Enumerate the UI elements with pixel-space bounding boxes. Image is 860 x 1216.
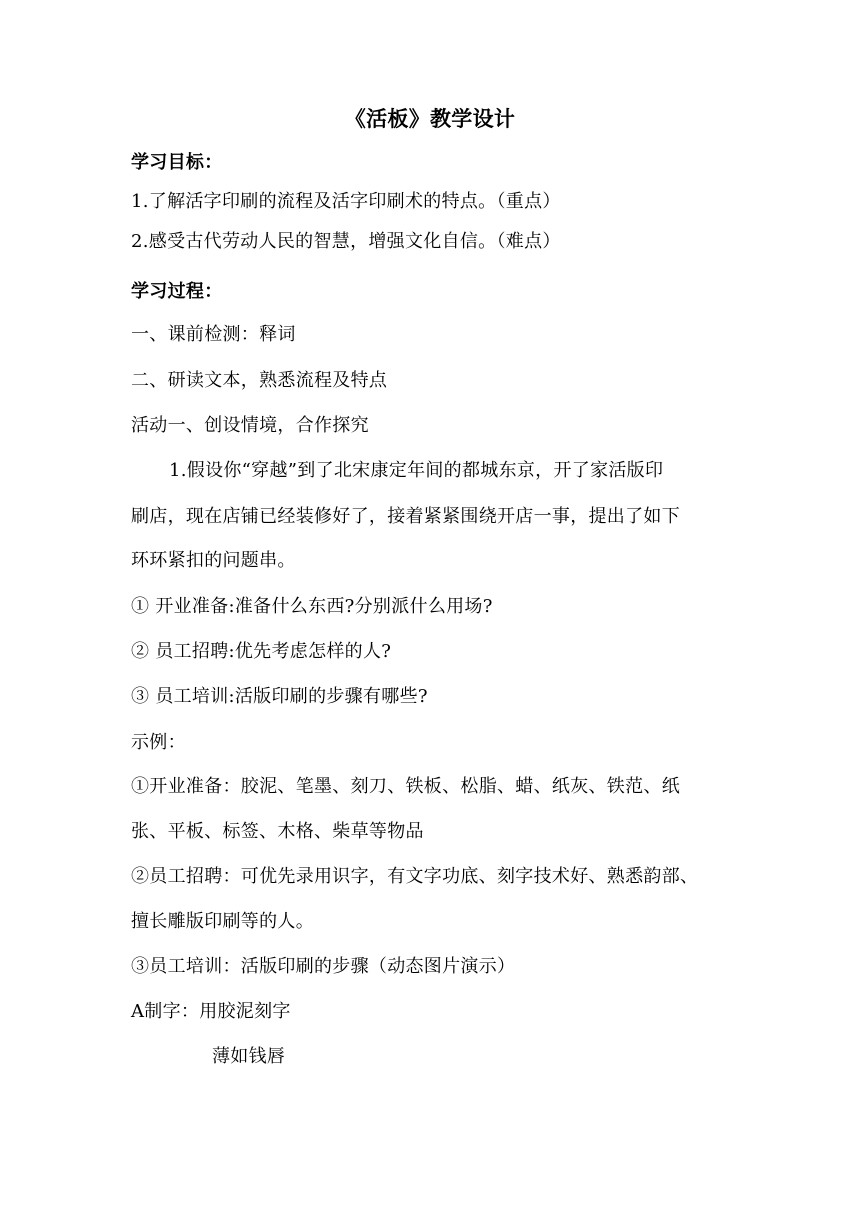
example-label: 示例： [131, 732, 186, 753]
step-a-detail: 薄如钱唇 [212, 1046, 286, 1067]
goal-item-1: 1.了解活字印刷的流程及活字印刷术的特点。（重点） [131, 191, 561, 212]
answer-2-line: 擅长雕版印刷等的人。 [131, 911, 314, 932]
answer-1-line: 张、平板、标签、木格、柴草等物品 [131, 821, 424, 842]
activity-heading: 活动一、创设情境，合作探究 [131, 415, 369, 436]
page-title: 《活板》教学设计 [344, 106, 516, 131]
question-3: ③ 员工培训:活版印刷的步骤有哪些? [131, 686, 428, 707]
paragraph-line: 环环紧扣的问题串。 [131, 550, 296, 571]
answer-1-line: ①开业准备：胶泥、笔墨、刻刀、铁板、松脂、蜡、纸灰、铁范、纸 [131, 776, 680, 797]
paragraph-line: 刷店，现在店铺已经装修好了，接着紧紧围绕开店一事，提出了如下 [131, 506, 680, 527]
step-2: 二、研读文本，熟悉流程及特点 [131, 370, 388, 391]
step-a: A制字：用胶泥刻字 [131, 1001, 291, 1022]
step-1: 一、课前检测：释词 [131, 324, 296, 345]
process-heading: 学习过程： [131, 281, 223, 302]
goals-heading: 学习目标： [131, 152, 223, 173]
paragraph-line: 1.假设你“穿越”到了北宋康定年间的都城东京，开了家活版印 [169, 460, 664, 481]
question-2: ② 员工招聘:优先考虑怎样的人? [131, 641, 392, 662]
answer-2-line: ②员工招聘：可优先录用识字，有文字功底、刻字技术好、熟悉韵部、 [131, 866, 699, 887]
question-1: ① 开业准备:准备什么东西?分别派什么用场? [131, 596, 493, 617]
goal-item-2: 2.感受古代劳动人民的智慧，增强文化自信。（难点） [131, 231, 561, 252]
answer-3: ③员工培训：活版印刷的步骤（动态图片演示） [131, 956, 516, 977]
